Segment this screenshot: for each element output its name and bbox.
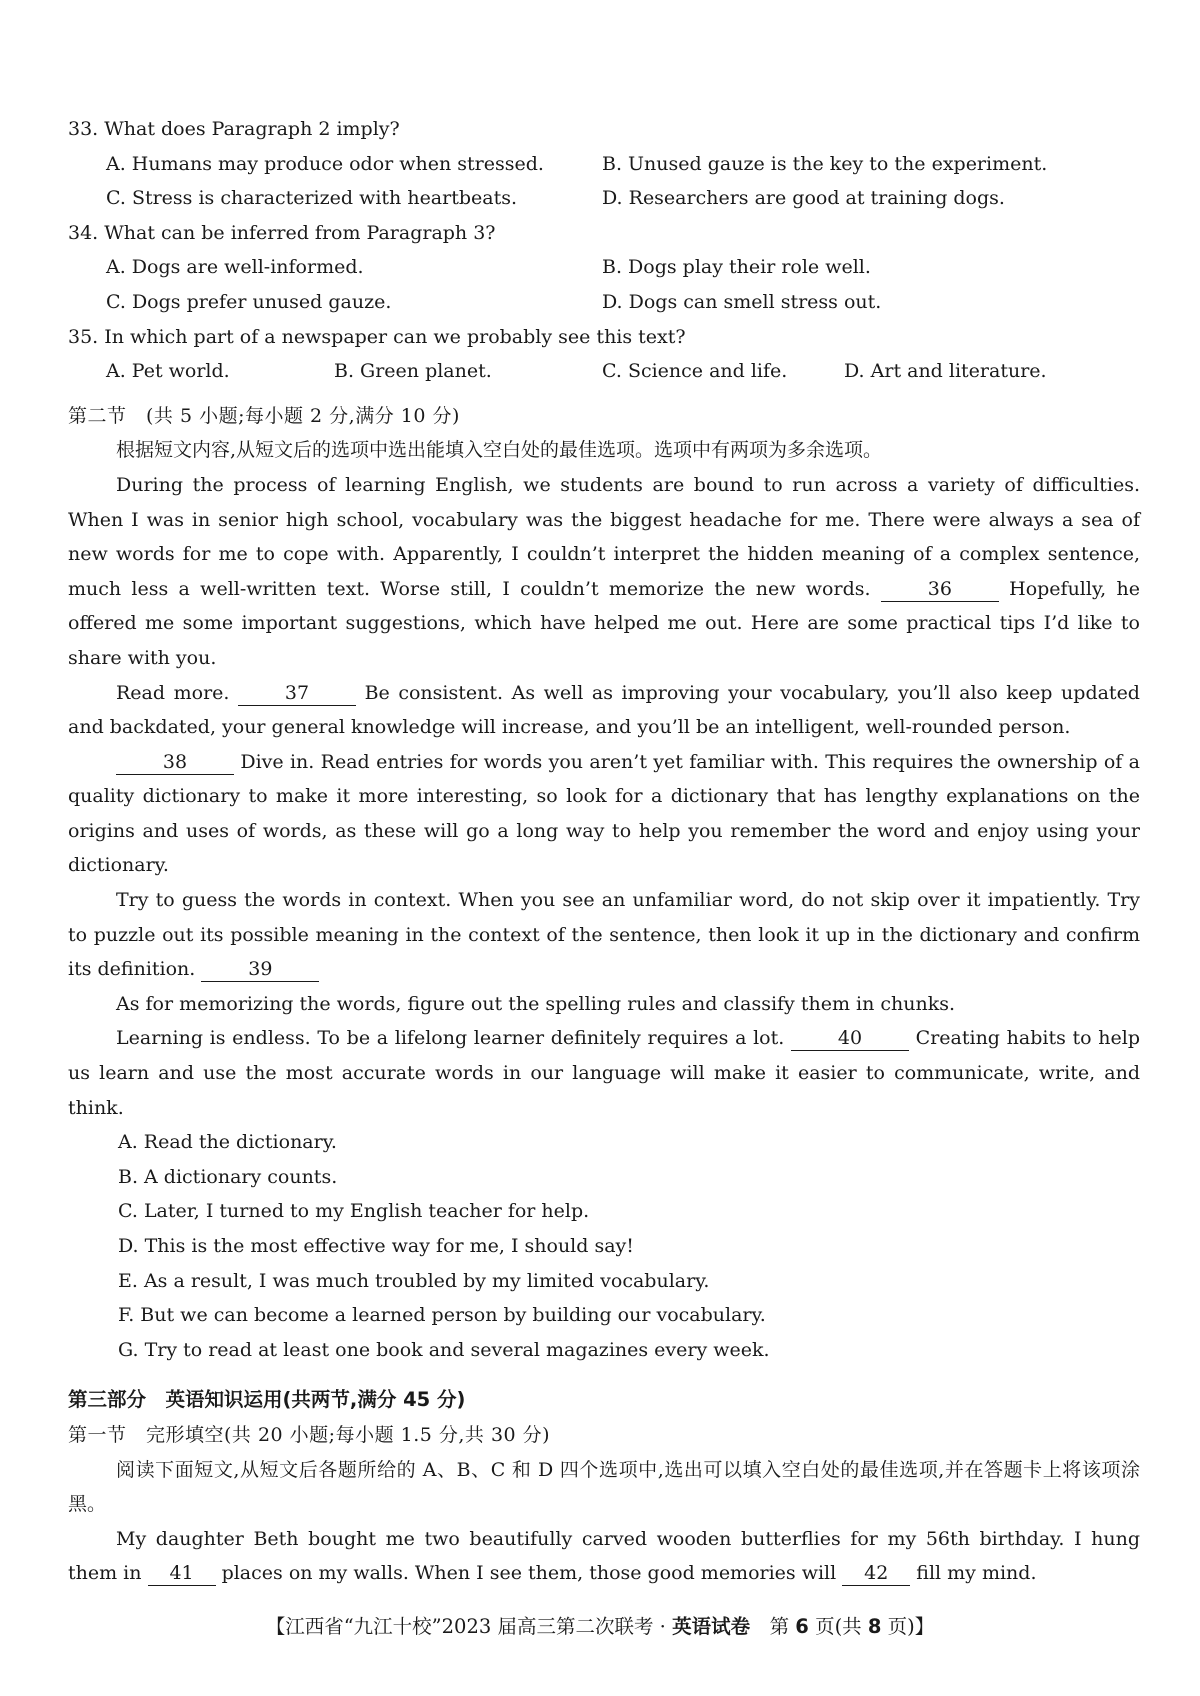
question-34-stem: 34. What can be inferred from Paragraph 3?	[68, 221, 496, 244]
question-33-stem: 33. What does Paragraph 2 imply?	[68, 118, 400, 140]
passage-paragraph-1	[68, 468, 1140, 676]
question-33-option-d: D. Researchers are good at training dogs.	[602, 187, 1005, 210]
section-2-option-d: D. This is the most effective way for me, I should say!	[118, 1235, 634, 1257]
passage-paragraph-3	[68, 745, 1140, 883]
passage-p6-text-b: Creating habits to help us learn and use the most accurate words in our language will make it easier to communicate, write, and think.	[68, 1027, 1140, 1119]
question-34-option-d: D. Dogs can smell stress out.	[602, 290, 882, 313]
question-33-options-row-2	[68, 181, 1140, 216]
spacer	[68, 389, 1140, 399]
question-35-option-c: C. Science and life.	[602, 360, 788, 383]
question-34-options-row-1	[68, 250, 1140, 285]
question-34-option-a: A. Dogs are well-informed.	[106, 256, 364, 279]
footer-page-number: 6	[795, 1615, 809, 1638]
footer-page-prefix: 第	[750, 1615, 796, 1638]
section-2-option-a: A. Read the dictionary.	[118, 1131, 337, 1154]
cloze-p1-text-a: My daughter Beth bought me two beautifully carved wooden butterflies for my 56th birthday. I hung them in	[68, 1527, 1140, 1585]
section-2-option-g: G. Try to read at least one book and several magazines every week.	[118, 1338, 770, 1361]
section-2-option-e: E. As a result, I was much troubled by my limited vocabulary.	[118, 1269, 710, 1292]
blank-38: 38	[116, 750, 234, 775]
cloze-p1-text-c: fill my mind.	[910, 1562, 1037, 1585]
question-33-option-c: C. Stress is characterized with heartbeats.	[106, 187, 518, 210]
footer-page-suffix: 页)】	[881, 1615, 935, 1638]
question-35-option-d: D. Art and literature.	[844, 360, 1047, 383]
blank-37: 37	[238, 681, 356, 706]
cloze-paragraph-1	[68, 1522, 1140, 1591]
page-content	[68, 112, 1140, 1591]
page-footer	[0, 1611, 1200, 1639]
spacer	[68, 1367, 1140, 1377]
footer-page-total: 8	[867, 1615, 882, 1638]
section-2-option-b: B. A dictionary counts.	[118, 1165, 338, 1188]
footer-exam-name: 【江西省“九江十校”2023 届高三第二次联考	[265, 1615, 654, 1638]
passage-p4-text-a: Try to guess the words in context. When you see an unfamiliar word, do not skip over it impatiently. Try to puzzle out its possible meaning in the context of the sentence, then look it up in the dictionary and confirm its definition.	[68, 889, 1140, 981]
question-35-stem: 35. In which part of a newspaper can we probably see this text?	[68, 325, 686, 348]
question-34-option-b: B. Dogs play their role well.	[602, 256, 871, 279]
footer-page-middle: 页(共	[808, 1615, 868, 1638]
section-2-option-c: C. Later, I turned to my English teacher for help.	[118, 1200, 590, 1223]
passage-p6-text-a: Learning is endless. To be a lifelong learner definitely requires a lot.	[116, 1027, 791, 1050]
footer-subject: 英语试卷	[672, 1615, 751, 1638]
section-2-instruction: 根据短文内容,从短文后的选项中选出能填入空白处的最佳选项。选项中有两项为多余选项。	[116, 439, 883, 462]
question-34-option-c: C. Dogs prefer unused gauze.	[106, 290, 392, 313]
part-3-section-1-title: 第一节 完形填空(共 20 小题;每小题 1.5 分,共 30 分)	[68, 1423, 551, 1446]
question-34-options-row-2	[68, 285, 1140, 320]
cloze-p1-text-b: places on my walls. When I see them, those good memories will	[215, 1562, 843, 1585]
question-35-options-row	[68, 354, 1140, 389]
section-2-options	[68, 1125, 1140, 1367]
passage-p2-text-b: Be consistent. As well as improving your vocabulary, you’ll also keep updated and backdated, your general knowledge will increase, and you’ll be an intelligent, well-rounded person.	[68, 681, 1140, 739]
question-33-option-a: A. Humans may produce odor when stressed.	[106, 152, 544, 175]
passage-paragraph-6	[68, 1021, 1140, 1125]
blank-42: 42	[842, 1561, 910, 1586]
part-3-instruction: 阅读下面短文,从短文后各题所给的 A、B、C 和 D 四个选项中,选出可以填入空白处的最佳选项,并在答题卡上将该项涂黑。	[68, 1458, 1140, 1516]
section-2-option-f: F. But we can become a learned person by building our vocabulary.	[118, 1304, 766, 1327]
passage-p1-text-a: During the process of learning English, we students are bound to run across a variety of difficulties. When I was in senior high school, vocabulary was the biggest headache for me. There were always a sea of new words for me to cope with. Apparently, I couldn’t interpret the hidden meaning of a complex sentence, much less a well-written text. Worse still, I couldn’t memorize the new words.	[68, 473, 1140, 600]
passage-paragraph-4	[68, 883, 1140, 987]
passage-paragraph-2	[68, 676, 1140, 745]
part-3-passage	[68, 1453, 1140, 1591]
passage-paragraph-5: As for memorizing the words, figure out the spelling rules and classify them in chunks.	[116, 992, 956, 1015]
passage-p1-text-b: Hopefully, he offered me some important suggestions, which have helped me out. Here are some practical tips I’d like to share with you.	[68, 577, 1140, 669]
question-33-options-row-1	[68, 147, 1140, 182]
question-35-option-a: A. Pet world.	[106, 360, 230, 383]
footer-separator: ·	[653, 1615, 673, 1638]
blank-40: 40	[791, 1026, 909, 1051]
section-2-passage	[68, 433, 1140, 1125]
passage-p3-text-b: Dive in. Read entries for words you aren’t yet familiar with. This requires the ownership of a quality dictionary to make it more interesting, so look for a dictionary that has lengthy explanations on the origins and uses of words, as these will go a long way to help you remember the word and enjoy using your dictionary.	[68, 750, 1140, 877]
passage-p2-text-a: Read more.	[116, 681, 238, 704]
blank-39: 39	[201, 957, 319, 982]
part-3-title: 第三部分 英语知识运用(共两节,满分 45 分)	[68, 1388, 466, 1412]
question-35-option-b: B. Green planet.	[334, 360, 492, 383]
section-2-title: 第二节 (共 5 小题;每小题 2 分,满分 10 分)	[68, 404, 460, 427]
blank-36: 36	[881, 577, 999, 602]
question-33-option-b: B. Unused gauze is the key to the experiment.	[602, 152, 1048, 175]
blank-41: 41	[148, 1561, 216, 1586]
